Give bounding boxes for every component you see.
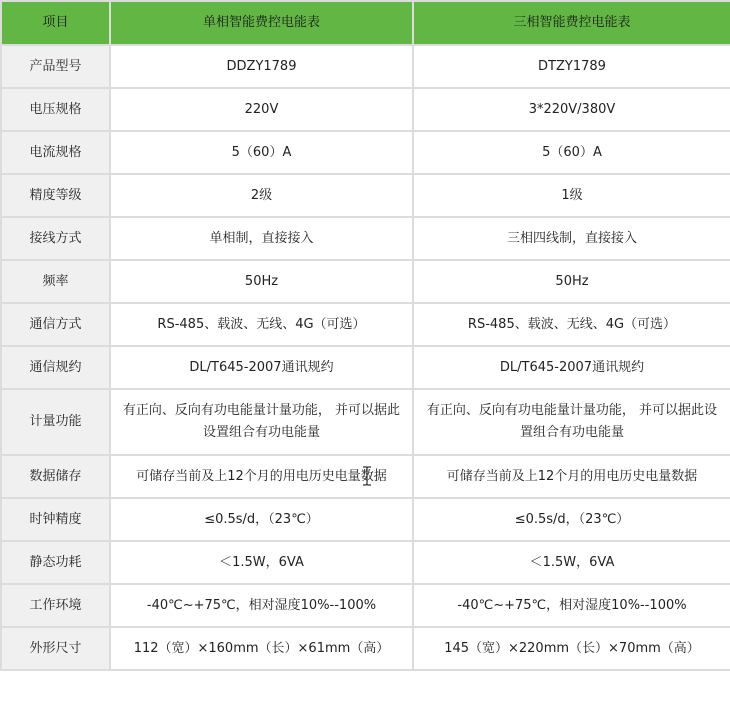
three-phase-value: 145（宽）×220mm（长）×70mm（高） (413, 627, 730, 670)
three-phase-value: ＜1.5W，6VA (413, 541, 730, 584)
header-item: 项目 (1, 1, 110, 45)
single-phase-value: -40℃~+75℃，相对湿度10%--100% (110, 584, 413, 627)
text-cursor-icon (362, 466, 372, 486)
table-row (1, 303, 730, 346)
three-phase-value: 有正向、反向有功电能量计量功能， 并可以据此设置组合有功电能量 (413, 389, 730, 455)
row-label: 频率 (1, 260, 110, 303)
single-phase-value: 单相制，直接接入 (110, 217, 413, 260)
table-row (1, 346, 730, 389)
three-phase-value: 可储存当前及上12个月的用电历史电量数据 (413, 455, 730, 498)
row-label: 精度等级 (1, 174, 110, 217)
row-label: 外形尺寸 (1, 627, 110, 670)
single-phase-value: 220V (110, 88, 413, 131)
header-three-phase: 三相智能费控电能表 (413, 1, 730, 45)
single-phase-value: 5（60）A (110, 131, 413, 174)
single-phase-value: ＜1.5W，6VA (110, 541, 413, 584)
single-phase-value: 有正向、反向有功电能量计量功能， 并可以据此设置组合有功电能量 (110, 389, 413, 455)
single-phase-value: 50Hz (110, 260, 413, 303)
table-row (1, 45, 730, 88)
table-row (1, 498, 730, 541)
table-row (1, 217, 730, 260)
three-phase-value: 1级 (413, 174, 730, 217)
row-label: 工作环境 (1, 584, 110, 627)
row-label: 电流规格 (1, 131, 110, 174)
single-phase-value: RS-485、载波、无线、4G（可选） (110, 303, 413, 346)
row-label: 数据储存 (1, 455, 110, 498)
table-row (1, 389, 730, 455)
row-label: 通信方式 (1, 303, 110, 346)
three-phase-value: 5（60）A (413, 131, 730, 174)
three-phase-value: 三相四线制，直接接入 (413, 217, 730, 260)
row-label: 产品型号 (1, 45, 110, 88)
row-label: 接线方式 (1, 217, 110, 260)
three-phase-value: -40℃~+75℃，相对湿度10%--100% (413, 584, 730, 627)
header-single-phase: 单相智能费控电能表 (110, 1, 413, 45)
row-label: 计量功能 (1, 389, 110, 455)
single-phase-value: 112（宽）×160mm（长）×61mm（高） (110, 627, 413, 670)
row-label: 静态功耗 (1, 541, 110, 584)
three-phase-value: 3*220V/380V (413, 88, 730, 131)
three-phase-value: ≤0.5s/d，（23℃） (413, 498, 730, 541)
row-label: 电压规格 (1, 88, 110, 131)
table-row (1, 174, 730, 217)
single-phase-value: DL/T645-2007通讯规约 (110, 346, 413, 389)
single-phase-value: 可储存当前及上12个月的用电历史电量数据 (110, 455, 413, 498)
table-row (1, 584, 730, 627)
single-phase-value: DDZY1789 (110, 45, 413, 88)
header-row (1, 1, 730, 45)
table-row (1, 88, 730, 131)
row-label: 通信规约 (1, 346, 110, 389)
three-phase-value: DL/T645-2007通讯规约 (413, 346, 730, 389)
table-row (1, 260, 730, 303)
three-phase-value: DTZY1789 (413, 45, 730, 88)
three-phase-value: RS-485、载波、无线、4G（可选） (413, 303, 730, 346)
three-phase-value: 50Hz (413, 260, 730, 303)
table-row (1, 131, 730, 174)
table-row (1, 627, 730, 670)
table-row (1, 541, 730, 584)
single-phase-value: 2级 (110, 174, 413, 217)
single-phase-value: ≤0.5s/d，（23℃） (110, 498, 413, 541)
row-label: 时钟精度 (1, 498, 110, 541)
